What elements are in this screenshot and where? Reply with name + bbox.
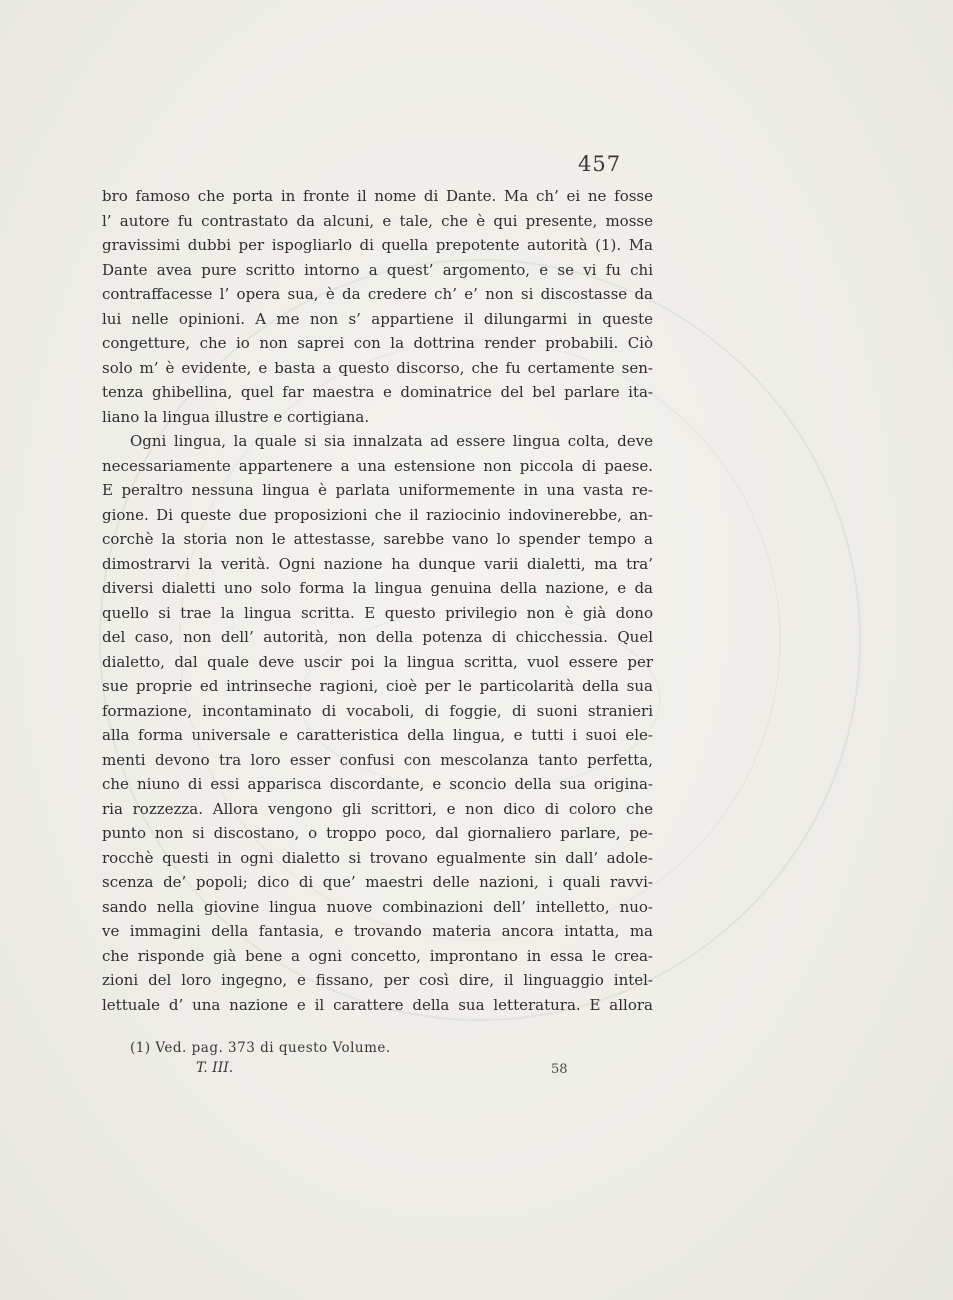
page-number: 457 (578, 152, 622, 176)
text-line: del caso, non dell’ autorità, non della potenza di chicchessia. Quel (102, 628, 653, 646)
text-line: gione. Di queste due proposizioni che il raziocinio indovinerebbe, an- (102, 505, 653, 524)
text-line: Dante avea pure scritto intorno a quest’ argomento, e se vi fu chi (102, 260, 653, 279)
text-line: gravissimi dubbi per ispogliarlo di quella prepotente autorità (1). Ma (102, 236, 653, 254)
text-line: alla forma universale e caratteristica della lingua, e tutti i suoi ele- (102, 726, 653, 744)
text-line: l’ autore fu contrastato da alcuni, e tale, che è qui presente, mosse (102, 211, 653, 230)
footnote: (1) Ved. pag. 373 di questo Volume. (130, 1040, 391, 1056)
text-line: zioni del loro ingegno, e fissano, per così dire, il linguaggio intel- (102, 971, 653, 989)
paragraph-start-line: Ogni lingua, la quale si sia innalzata ad essere lingua colta, deve (130, 432, 653, 450)
text-line: ria rozzezza. Allora vengono gli scrittori, e non dico di coloro che (102, 799, 653, 818)
text-line: dialetto, dal quale deve uscir poi la lingua scritta, vuol essere per (102, 652, 653, 671)
text-line: lui nelle opinioni. A me non s’ appartiene il dilungarmi in queste (102, 309, 653, 328)
signature-mark: 58 (551, 1062, 568, 1077)
text-line: ve immagini della fantasia, e trovando materia ancora intatta, ma (102, 922, 653, 940)
text-line: che niuno di essi apparisca discordante, e sconcio della sua origina- (102, 775, 653, 793)
text-line: diversi dialetti uno solo forma la lingua genuina della nazione, e da (102, 579, 653, 597)
text-line: congetture, che io non saprei con la dottrina render probabili. Ciò (102, 334, 653, 352)
text-line: sando nella giovine lingua nuove combinazioni dell’ intelletto, nuo- (102, 897, 653, 916)
text-line: solo m’ è evidente, e basta a questo discorso, che fu certamente sen- (102, 358, 653, 377)
text-line: corchè la storia non le attestasse, sarebbe vano lo spender tempo a (102, 530, 653, 548)
text-line: tenza ghibellina, quel far maestra e dominatrice del bel parlare ita- (102, 383, 653, 401)
text-line: dimostrarvi la verità. Ogni nazione ha dunque varii dialetti, ma tra’ (102, 554, 653, 573)
text-line: punto non si discostano, o troppo poco, dal giornaliero parlare, pe- (102, 824, 653, 842)
text-line: sue proprie ed intrinseche ragioni, cioè per le particolarità della sua (102, 677, 653, 695)
text-line: scenza de’ popoli; dico di que’ maestri delle nazioni, i quali ravvi- (102, 873, 653, 891)
text-line: quello si trae la lingua scritta. E questo privilegio non è già dono (102, 603, 653, 622)
text-line: bro famoso che porta in fronte il nome di Dante. Ma ch’ ei ne fosse (102, 187, 653, 205)
text-line: formazione, incontaminato di vocaboli, di foggie, di suoni stranieri (102, 701, 653, 720)
text-line: contraffacesse l’ opera sua, è da credere ch’ e’ non si discostasse da (102, 285, 653, 303)
text-line: E peraltro nessuna lingua è parlata uniformemente in una vasta re- (102, 481, 653, 499)
text-line: che risponde già bene a ogni concetto, improntano in essa le crea- (102, 946, 653, 965)
text-line: necessariamente appartenere a una estensione non piccola di paese. (102, 456, 653, 475)
text-line: lettuale d’ una nazione e il carattere della sua letteratura. E allora (102, 995, 653, 1014)
body-text (102, 184, 653, 1017)
text-line: menti devono tra loro esser confusi con mescolanza tanto perfetta, (102, 750, 653, 769)
volume-mark: T. III. (196, 1060, 234, 1076)
paragraph-end-line: liano la lingua illustre e cortigiana. (102, 407, 370, 426)
text-line: rocchè questi in ogni dialetto si trovano egualmente sin dall’ adole- (102, 848, 653, 867)
